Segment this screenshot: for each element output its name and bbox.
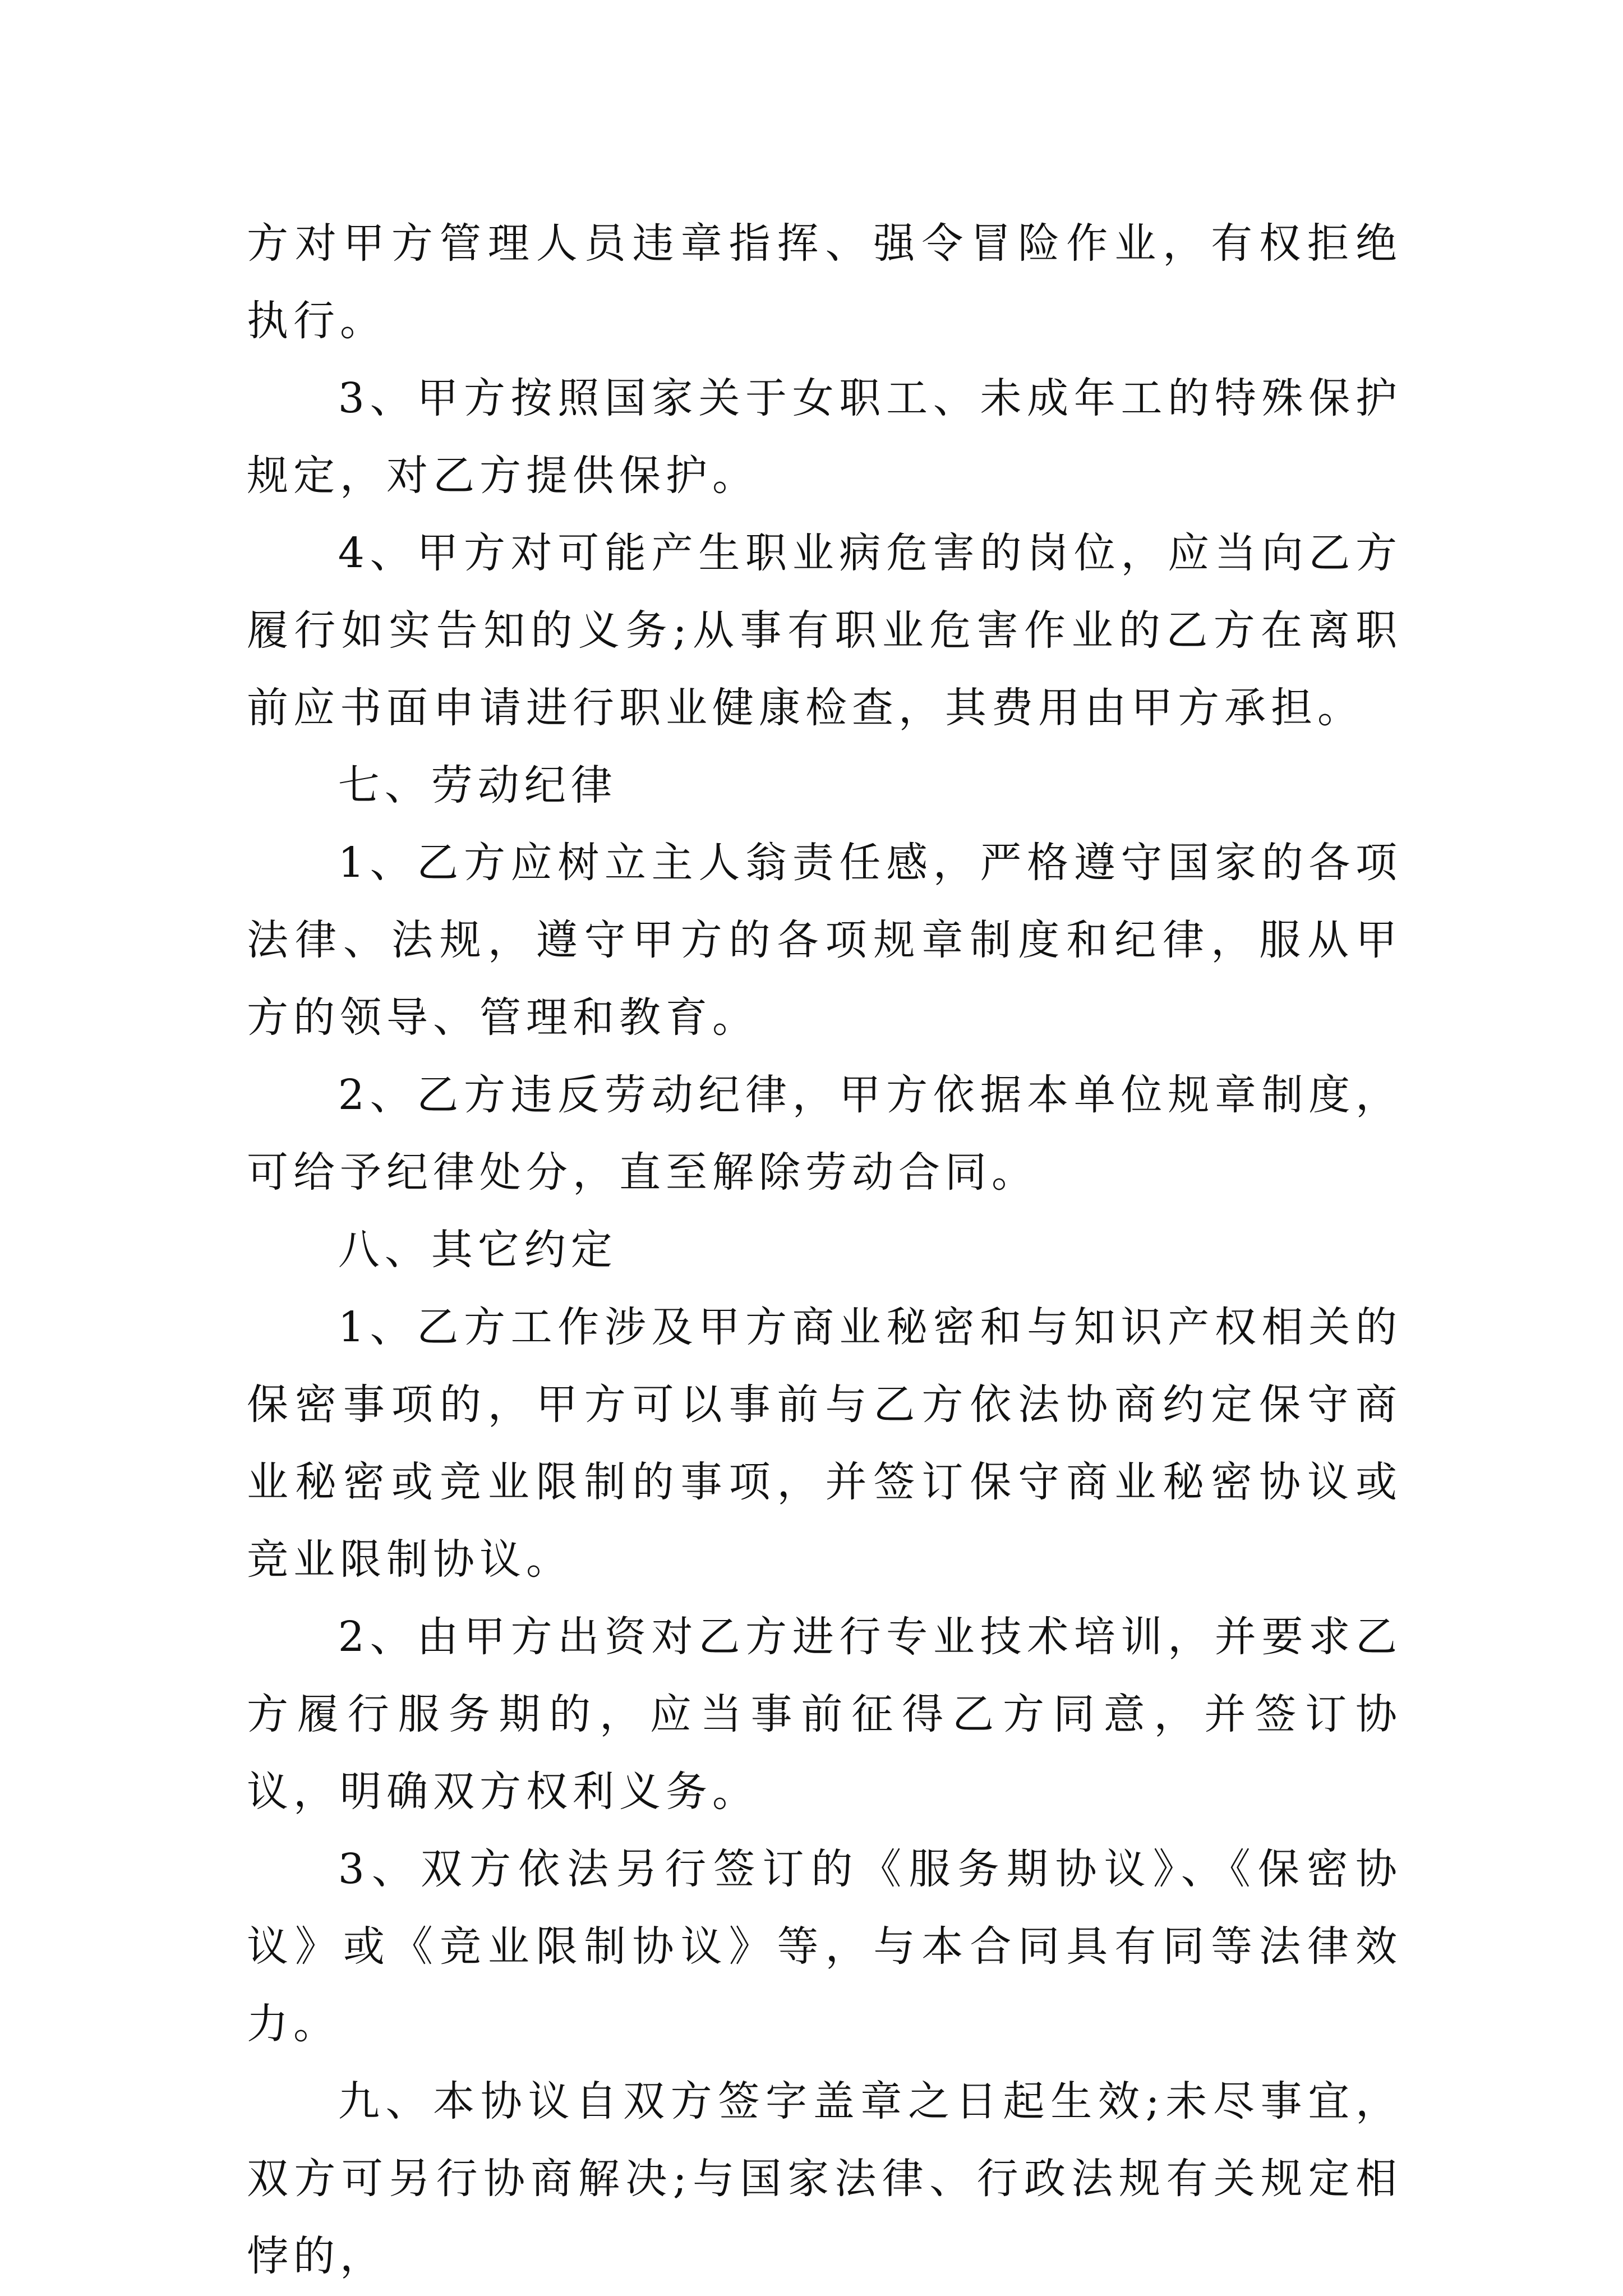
paragraph: 3、甲方按照国家关于女职工、未成年工的特殊保护规定，对乙方提供保护。 [247,374,1402,500]
paragraph: 2、由甲方出资对乙方进行专业技术培训，并要求乙方履行服务期的，应当事前征得乙方同意，并签订协议，明确双方权利义务。 [247,1613,1402,1816]
paragraph: 1、乙方工作涉及甲方商业秘密和与知识产权相关的保密事项的，甲方可以事前与乙方依法协商约定保守商业秘密或竞业限制的事项，并签订保守商业秘密协议或竞业限制协议。 [247,1303,1402,1584]
section-heading: 七、劳动纪律 [338,761,617,809]
paragraph: 4、甲方对可能产生职业病危害的岗位，应当向乙方履行如实告知的义务;从事有职业危害作业的乙方在离职前应书面申请进行职业健康检查，其费用由甲方承担。 [247,529,1402,732]
paragraph: 1、乙方应树立主人翁责任感，严格遵守国家的各项法律、法规，遵守甲方的各项规章制度和纪律，服从甲方的领导、管理和教育。 [247,839,1402,1042]
paragraph: 九、本协议自双方签字盖章之日起生效;未尽事宜，双方可另行协商解决;与国家法律、行政法规有关规定相悖的， [247,2077,1402,2280]
document-body [247,205,1402,2295]
paragraph: 2、乙方违反劳动纪律，甲方依据本单位规章制度，可给予纪律处分，直至解除劳动合同。 [247,1071,1402,1197]
paragraph: 方对甲方管理人员违章指挥、强令冒险作业，有权拒绝执行。 [247,219,1402,345]
paragraph: 3、双方依法另行签订的《服务期协议》、《保密协议》或《竞业限制协议》等，与本合同具有同等法律效力。 [247,1845,1402,2048]
section-heading: 八、其它约定 [338,1226,617,1274]
